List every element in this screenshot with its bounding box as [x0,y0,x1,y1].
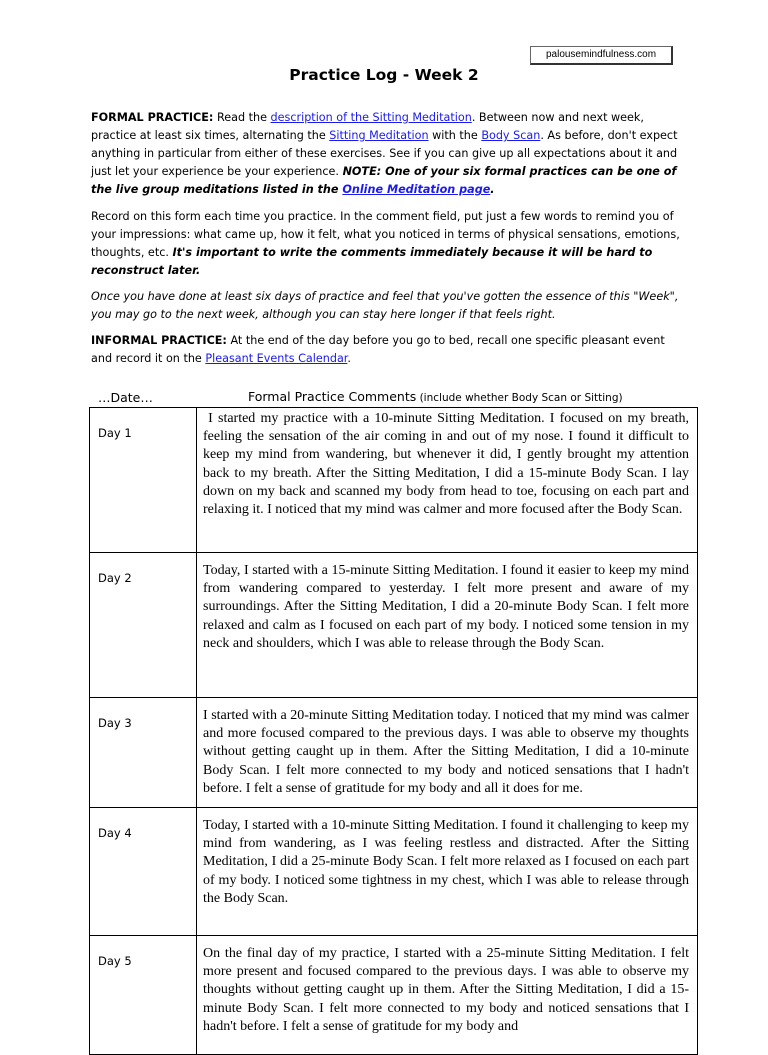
description-sitting-link[interactable]: description of the Sitting Meditation [270,111,472,124]
informal-practice-label: INFORMAL PRACTICE: [91,334,227,347]
day-cell: Day 1 [90,408,197,553]
site-url-badge: palousemindfulness.com [530,46,673,65]
day-cell: Day 2 [90,553,197,698]
practice-log-table [89,407,698,1055]
date-column-header: …Date… [98,390,153,405]
comments-header-note: (include whether Body Scan or Sitting) [416,392,623,404]
page-title: Practice Log - Week 2 [289,66,479,84]
formal-text-2: . Between now and next week, practice at least six times, alternating the [91,111,644,142]
formal-note-end: . [490,183,495,196]
once-paragraph: Once you have done at least six days of practice and feel that you've gotten the essence of this "Week", you may go to the next week, although you can stay here longer if that feels right. [91,290,679,321]
comments-column-header [248,389,623,404]
informal-practice-paragraph [91,332,685,368]
informal-text: At the end of the day before you go to bed, recall one specific pleasant event and record it on the [91,334,665,365]
day-cell: Day 4 [90,808,197,936]
day-cell: Day 3 [90,698,197,808]
comment-cell[interactable]: On the final day of my practice, I started with a 25-minute Sitting Meditation. I felt more present and focused compared to the previous days. I was able to observe my thoughts without getting caught up in them. After the Sitting Meditation, I did a 15-minute Body Scan. I felt more connected to my body and noticed sensations that I hadn't before. I felt a sense of gratitude for my body and [197,936,698,1055]
table-row [90,936,698,1055]
formal-practice-label: FORMAL PRACTICE: [91,111,214,124]
comment-cell[interactable]: I started my practice with a 10-minute Sitting Meditation. I focused on my breath, feeling the sensation of the air coming in and out of my nose. I found it difficult to keep my mind from wandering, but whenever it did, I gently brought my attention back to my breath. After the Sitting Meditation, I did a 15-minute Body Scan. I lay down on my back and scanned my body from head to toe, focusing on each part and relaxing it. I noticed that my mind was calmer and more focused after the Body Scan. [197,408,698,553]
comments-header-label: Formal Practice Comments [248,389,417,404]
record-paragraph [91,208,685,280]
pleasant-events-link[interactable]: Pleasant Events Calendar [205,352,348,365]
formal-text-4: . As before, don't expect anything in particular from either of these exercises. See if you can give up all expectations about it and just let your experience be your experience. [91,129,678,178]
comment-cell[interactable]: Today, I started with a 15-minute Sitting Meditation. I found it easier to keep my mind from wandering compared to yesterday. I felt more present and aware of my surroundings. After the Sitting Meditation, I did a 20-minute Body Scan. I felt more relaxed and calm as I focused on each part of my body. I noticed some tension in my neck and shoulders, which I was able to release through the Body Scan. [197,553,698,698]
record-emphasis: It's important to write the comments immediately because it will be hard to reconstruct later. [91,246,653,277]
table-row [90,553,698,698]
day-cell: Day 5 [90,936,197,1055]
formal-practice-paragraph [91,109,685,199]
formal-text-1: Read the [213,111,271,124]
formal-note-text: NOTE: One of your six formal practices can be one of the live group meditations listed in the [91,165,677,196]
table-row [90,808,698,936]
online-meditation-link[interactable]: Online Meditation page [342,183,491,196]
formal-text-3: with the [428,129,482,142]
table-row [90,698,698,808]
sitting-meditation-link[interactable]: Sitting Meditation [329,129,429,142]
table-row [90,408,698,553]
body-scan-link[interactable]: Body Scan [481,129,541,142]
comment-cell[interactable]: Today, I started with a 10-minute Sitting Meditation. I found it challenging to keep my mind from wandering, as I was feeling restless and distracted. After the Sitting Meditation, I did a 25-minute Body Scan. I felt more relaxed as I focused on each part of my body. I noticed some tightness in my chest, which I was able to release through the Body Scan. [197,808,698,936]
informal-end: . [347,352,351,365]
comment-cell[interactable]: I started with a 20-minute Sitting Meditation today. I noticed that my mind was calmer and more focused compared to the previous days. I was able to observe my thoughts without getting caught up in them. After the Sitting Meditation, I did a 10-minute Body Scan. I felt more connected to my body and noticed sensations that I hadn't before. I felt a sense of gratitude for my body and all it does for me. [197,698,698,808]
record-text: Record on this form each time you practice. In the comment field, put just a few words to remind you of your impressions: what came up, how it felt, what you noticed in terms of physical sensations, emotions, thoughts, etc. [91,210,680,259]
